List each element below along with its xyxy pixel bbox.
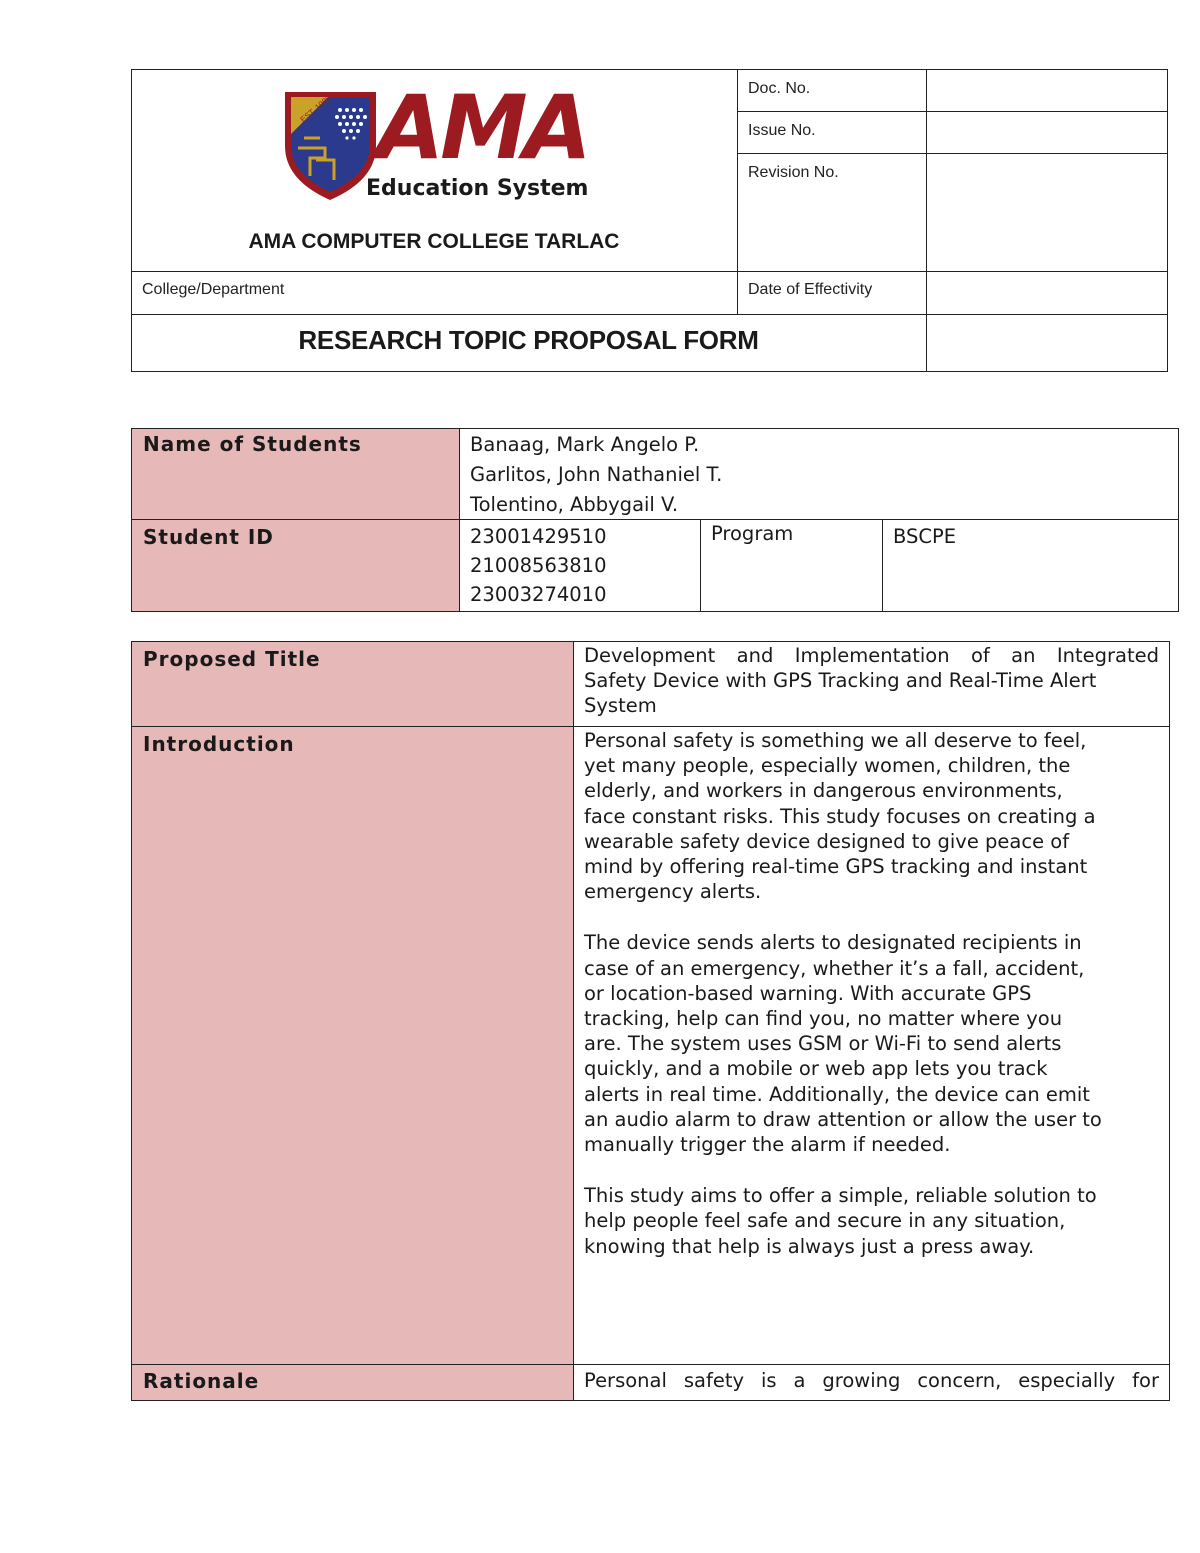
intro-line: knowing that help is always just a press away. bbox=[584, 1234, 1035, 1258]
title-line: System bbox=[584, 694, 657, 718]
issue-no-value bbox=[927, 112, 1167, 153]
student-name: Tolentino, Abbygail V. bbox=[470, 493, 679, 516]
intro-line: tracking, help can find you, no matter where you bbox=[584, 1007, 1063, 1031]
intro-line: manually trigger the alarm if needed. bbox=[584, 1133, 951, 1157]
introduction-label: Introduction bbox=[143, 732, 295, 756]
intro-paragraph bbox=[584, 728, 1164, 904]
intro-line: mind by offering real-time GPS tracking and instant bbox=[584, 855, 1088, 879]
intro-line: face constant risks. This study focuses on creating a bbox=[584, 804, 1096, 828]
student-id-label: Student ID bbox=[143, 525, 274, 549]
intro-paragraph bbox=[584, 930, 1164, 1157]
name-of-students-label: Name of Students bbox=[143, 432, 362, 456]
rationale-label: Rationale bbox=[143, 1369, 260, 1393]
doc-no-label: Doc. No. bbox=[748, 80, 811, 97]
intro-line: quickly, and a mobile or web app lets you track bbox=[584, 1057, 1048, 1081]
ama-tagline: Education System bbox=[366, 176, 589, 201]
intro-line: are. The system uses GSM or Wi-Fi to send alerts bbox=[584, 1032, 1062, 1056]
intro-line: help people feel safe and secure in any situation, bbox=[584, 1209, 1066, 1233]
intro-line: This study aims to offer a simple, reliable solution to bbox=[584, 1184, 1097, 1208]
student-id: 23003274010 bbox=[470, 583, 607, 606]
title-line: Development and Implementation of an Integrated bbox=[584, 644, 1159, 667]
title-line: Safety Device with GPS Tracking and Real-Time Alert bbox=[584, 669, 1097, 693]
doc-no-value bbox=[927, 70, 1167, 111]
form-title: RESEARCH TOPIC PROPOSAL FORM bbox=[298, 325, 759, 355]
intro-line: Personal safety is something we all deserve to feel, bbox=[584, 729, 1087, 752]
ama-logo bbox=[280, 76, 600, 206]
intro-line: The device sends alerts to designated recipients in bbox=[584, 931, 1082, 955]
date-of-effectivity-label: Date of Effectivity bbox=[748, 281, 873, 298]
date-of-effectivity-value bbox=[927, 272, 1167, 314]
program-value: BSCPE bbox=[893, 525, 957, 548]
shield-est-text: EST. 1980 bbox=[298, 93, 333, 125]
ama-wordmark: AMA bbox=[376, 76, 588, 179]
intro-line: an audio alarm to draw attention or allow the user to bbox=[584, 1107, 1102, 1131]
student-ids bbox=[470, 522, 606, 609]
intro-paragraph bbox=[584, 1183, 1164, 1259]
program-label: Program bbox=[711, 522, 794, 545]
school-name: AMA COMPUTER COLLEGE TARLAC bbox=[248, 230, 620, 253]
student-name: Garlitos, John Nathaniel T. bbox=[470, 463, 723, 486]
proposed-title-value bbox=[584, 643, 1159, 719]
intro-line: alerts in real time. Additionally, the device can emit bbox=[584, 1082, 1090, 1106]
student-id: 21008563810 bbox=[470, 554, 607, 577]
proposed-title-label: Proposed Title bbox=[143, 647, 321, 671]
student-id: 23001429510 bbox=[470, 525, 607, 548]
issue-no-label: Issue No. bbox=[748, 122, 816, 139]
college-department-label: College/Department bbox=[142, 281, 285, 298]
intro-line: yet many people, especially women, children, the bbox=[584, 754, 1071, 778]
intro-line: or location-based warning. With accurate GPS bbox=[584, 981, 1032, 1005]
intro-line: wearable safety device designed to give peace of bbox=[584, 829, 1070, 853]
intro-line: elderly, and workers in dangerous environments, bbox=[584, 779, 1063, 803]
intro-line: case of an emergency, whether it’s a fall, accident, bbox=[584, 956, 1085, 980]
revision-no-label: Revision No. bbox=[748, 164, 839, 181]
revision-no-value bbox=[927, 154, 1167, 271]
rationale-text: Personal safety is a growing concern, especially for bbox=[584, 1369, 1159, 1392]
introduction-text bbox=[584, 728, 1164, 1285]
student-name: Banaag, Mark Angelo P. bbox=[470, 433, 700, 456]
intro-line: emergency alerts. bbox=[584, 880, 762, 904]
student-names bbox=[470, 430, 722, 520]
